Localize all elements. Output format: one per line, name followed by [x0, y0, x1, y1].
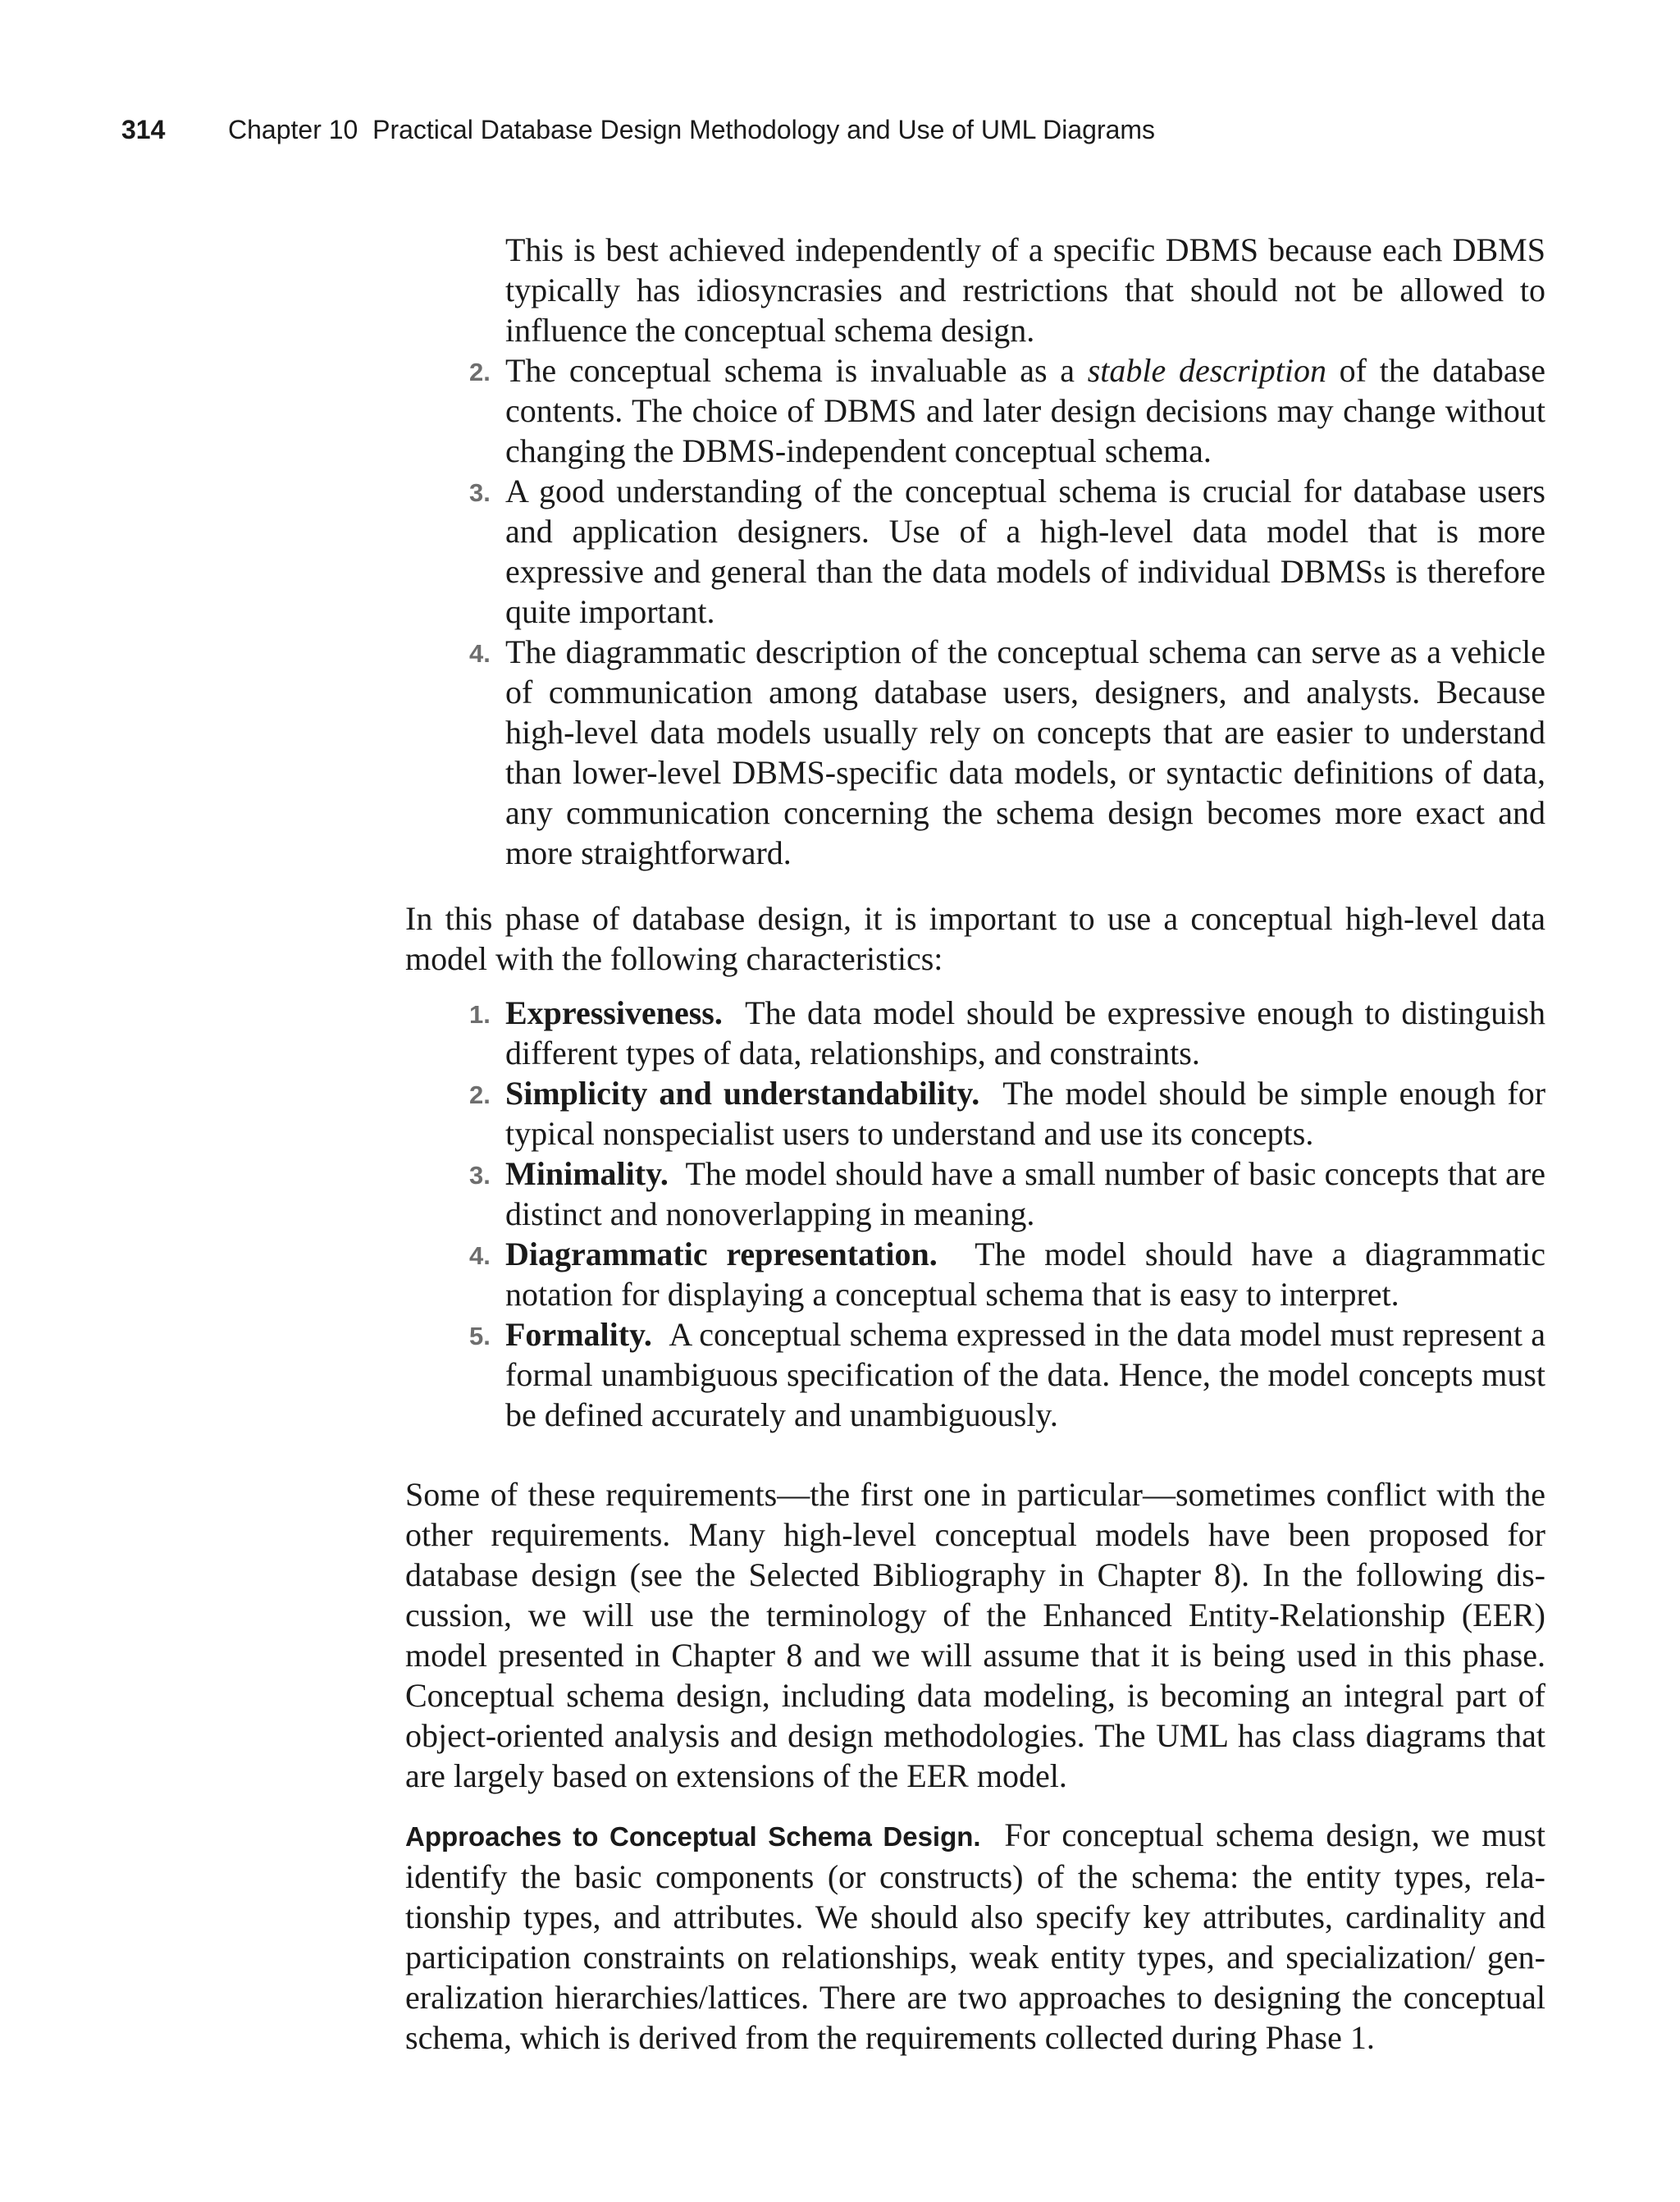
- section-paragraph: [405, 1815, 1545, 2058]
- list-item: [405, 471, 1545, 632]
- list-item-continuation: [405, 230, 1545, 350]
- list-item-text: The diagrammatic description of the conceptual schema can serve as a vehicle of communication among database users, designers, and analysts. Because high-level data models usually rely on concepts that are easier to understand than lower-level DBMS-specific data models, or syntactic definitions of data, any communication concerning the schema design becomes more exact and more straightforward.: [505, 633, 1545, 871]
- list-number: 3.: [469, 478, 491, 507]
- list-item: [405, 993, 1545, 1073]
- list-number: 1.: [469, 1000, 491, 1029]
- characteristics-list: [405, 993, 1545, 1435]
- paragraph-text: In this phase of database design, it is important to use a conceptual high-level data model with the following characteristics:: [405, 900, 1545, 977]
- list-item-text: This is best achieved independently of a specific DBMS because each DBMS typically has idiosyncrasies and restrictions that should not be allowed to influence the conceptual schema design.: [505, 231, 1545, 349]
- requirements-paragraph: [405, 1474, 1545, 1796]
- paragraph-text: Some of these requirements—the first one in particular—sometimes conflict with the other requirements. Many high-level conceptual models have been proposed for database design (see the Selected Bibliography in Chapter 8). In the following discussion, we will use the terminology of the Enhanced Entity-Relationship (EER) model presented in Chapter 8 and we will assume that it is being used in this phase. Conceptual schema design, including data modeling, is becoming an integral part of object-oriented analysis and design methodologies. The UML has class diagrams that are largely based on extensions of the EER model.: [405, 1476, 1545, 1794]
- list-number: 2.: [469, 358, 491, 386]
- intro-paragraph: [405, 898, 1545, 979]
- chapter-title: Chapter 10 Practical Database Design Methodology and Use of UML Diagrams: [228, 115, 1156, 144]
- emphasis-text: stable description: [1087, 352, 1326, 389]
- list-item-text: A good understanding of the conceptual schema is crucial for database users and application designers. Use of a high-level data model that is more expressive and general than the data models of individual DBMSs is therefore quite important.: [505, 473, 1545, 630]
- list-item-text: The conceptual schema is invaluable as a: [505, 352, 1088, 389]
- benefits-list: [405, 230, 1545, 873]
- list-item: [405, 1154, 1545, 1234]
- list-number: 4.: [469, 1241, 491, 1270]
- running-header: [121, 115, 1155, 145]
- paragraph-text: For conceptual schema design, we must identify the basic components (or constructs) of the schema: the entity types, relationship types, and attributes. We should also specify key attributes, cardinality and participation constraints on relationships, weak entity types, and specialization/ generalization hierarchies/lattices. There are two approaches to designing the conceptual schema, which is derived from the requirements collected during Phase 1.: [405, 1816, 1546, 2056]
- approaches-section: [405, 1815, 1545, 2058]
- list-item: [405, 1314, 1545, 1435]
- list-item-text: The data model should be expressive enough to distinguish different types of data, relationships, and constraints.: [505, 994, 1545, 1071]
- list-item-text: The model should be simple enough for typical nonspecialist users to understand and use its concepts.: [505, 1075, 1546, 1152]
- item-title: Minimality.: [505, 1155, 669, 1192]
- list-item-text: A conceptual schema expressed in the data model must represent a formal unambiguous specification of the data. Hence, the model concepts must be defined accurately and unambiguously.: [505, 1316, 1546, 1433]
- item-title: Expressiveness.: [505, 994, 723, 1031]
- item-title: Formality.: [505, 1316, 652, 1353]
- list-number: 4.: [469, 639, 491, 668]
- item-title: Simplicity and understandability.: [505, 1075, 980, 1112]
- list-number: 5.: [469, 1322, 491, 1350]
- list-item: [405, 1073, 1545, 1154]
- section-heading: Approaches to Conceptual Schema Design.: [405, 1821, 981, 1852]
- list-item: [405, 350, 1545, 471]
- item-title: Diagrammatic representation.: [505, 1236, 938, 1272]
- list-item-text: of the database contents. The choice of DBMS and later design decisions may change without changing the DBMS-independent conceptual schema.: [505, 352, 1545, 469]
- list-number: 2.: [469, 1080, 491, 1109]
- page-number: 314: [121, 115, 166, 144]
- list-number: 3.: [469, 1161, 491, 1190]
- list-item: [405, 1234, 1545, 1314]
- list-item-text: The model should have a diagrammatic notation for displaying a conceptual schema that is easy to interpret.: [505, 1236, 1546, 1313]
- list-item: [405, 632, 1545, 873]
- list-item-text: The model should have a small number of basic concepts that are distinct and nonoverlapping in meaning.: [505, 1155, 1546, 1232]
